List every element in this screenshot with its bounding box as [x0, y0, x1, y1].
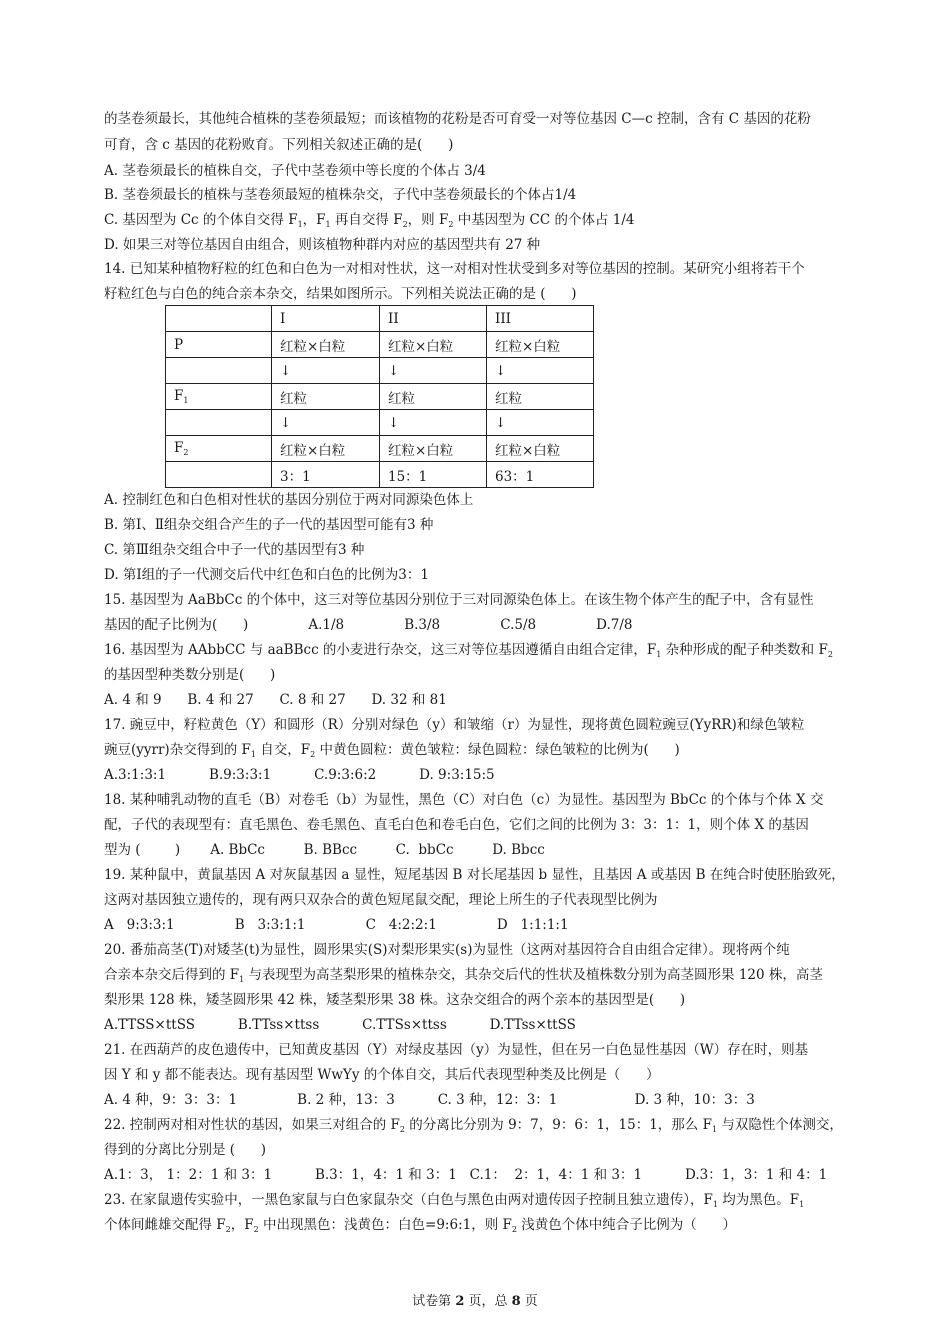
q14-option-c: C. 第Ⅲ组杂交组合中子一代的基因型有3 种: [104, 542, 365, 558]
down-arrow-icon: ↓: [380, 410, 487, 436]
q18-line1: 18. 某种哺乳动物的直毛（B）对卷毛（b）为显性，黑色（C）对白色（c）为显性。基因型为 BbCc 的个体与个体 X 交: [104, 792, 824, 808]
table-row-ratio: [166, 462, 594, 488]
down-arrow-icon: ↓: [272, 358, 380, 384]
q17-line2: 豌豆(yyrr)杂交得到的 $F_1$ 自交，$F_2$ 中黄色圆粒：黄色皱粒：绿色圆粒：绿色皱粒的比例为( ): [104, 742, 680, 759]
q19-options: A 9:3:3:1 B 3:3:1:1 C 4:2:2:1 D 1:1:1:1: [104, 917, 569, 933]
q20-options: A.TTSS×ttSS B.TTss×ttss C.TTSs×ttss D.TTss×ttSS: [104, 1017, 576, 1033]
table-cell: 红粒: [272, 384, 380, 410]
table-cell: 红粒×白粒: [272, 436, 380, 462]
table-cell: [166, 462, 272, 488]
q15-line2: 基因的配子比例为( ) A.1/8 B.3/8 C.5/8 D.7/8: [104, 617, 633, 633]
q23-line1: 23. 在家鼠遗传实验中，一黑色家鼠与白色家鼠杂交（白色与黑色由两对遗传因子控制且独立遗传），$F_1$ 均为黑色。$F_1$: [104, 1192, 805, 1209]
q14-line2: 籽粒红色与白色的纯合亲本杂交，结果如图所示。下列相关说法正确的是 ( ): [104, 286, 577, 302]
q14-option-d: D. 第Ⅰ组的子一代测交后代中红色和白色的比例为3：1: [104, 567, 429, 583]
table-cell: II: [380, 306, 487, 332]
table-cell: [166, 306, 272, 332]
q23-line2: 个体间雌雄交配得 $F_2$，$F_2$ 中出现黑色：浅黄色：白色=9:6:1，则 $F_2$ 浅黄色个体中纯合子比例为（ ）: [104, 1217, 736, 1234]
q17-options: A.3:1:3:1 B.9:3:3:1 C.9:3:6:2 D. 9:3:15:5: [104, 767, 495, 783]
q13-option-c: C. 基因型为 Cc 的个体自交得 $F_1$，$F_1$ 再自交得 $F_2$，则 $F_2$ 中基因型为 CC 的个体占 1/4: [104, 212, 635, 229]
q16-line2: 的基因型种类数分别是( ): [104, 667, 276, 683]
q13-line1: 的茎卷须最长，其他纯合植株的茎卷须最短；而该植物的花粉是否可育受一对等位基因 C—c 控制，含有 C 基因的花粉: [104, 111, 811, 127]
table-cell: 红粒×白粒: [380, 436, 487, 462]
q15-line1: 15. 基因型为 AaBbCc 的个体中，这三对等位基因分别位于三对同源染色体上。在该生物个体产生的配子中，含有显性: [104, 592, 814, 608]
q14-line1: 14. 已知某种植物籽粒的红色和白色为一对相对性状，这一对相对性状受到多对等位基因的控制。某研究小组将若干个: [104, 261, 805, 277]
q21-line2: 因 Y 和 y 都不能表达。现有基因型 WwYy 的个体自交，其后代表现型种类及比例是（ ）: [104, 1067, 660, 1083]
down-arrow-icon: ↓: [272, 410, 380, 436]
table-cell: P: [166, 332, 272, 358]
table-header-row: [166, 306, 594, 332]
q14-option-a: A. 控制红色和白色相对性状的基因分别位于两对同源染色体上: [104, 492, 474, 508]
q20-line3: 梨形果 128 株，矮茎圆形果 42 株，矮茎梨形果 38 株。这杂交组合的两个亲本的基因型是( ): [104, 992, 686, 1008]
q13-option-d: D. 如果三对等位基因自由组合，则该植物种群内对应的基因型共有 27 种: [104, 237, 541, 253]
q21-options: A. 4 种，9：3：3：1 B. 2 种，13：3 C. 3 种，12：3：1 D. 3 种，10：3：3: [104, 1092, 755, 1108]
table-cell: 63：1: [487, 462, 594, 488]
q16-line1: 16. 基因型为 AAbbCC 与 aaBBcc 的小麦进行杂交，这三对等位基因遵循自由组合定律，$F_1$ 杂种形成的配子种类数和 $F_2$: [104, 642, 833, 659]
table-cell: [166, 410, 272, 436]
q21-line1: 21. 在西葫芦的皮色遗传中，已知黄皮基因（Y）对绿皮基因（y）为显性，但在另一白色显性基因（W）存在时，则基: [104, 1042, 809, 1058]
table-cell: I: [272, 306, 380, 332]
page-footer: 试卷第 2 页，总 8 页: [412, 1294, 538, 1309]
table-cell: III: [487, 306, 594, 332]
table-cell-f1-label: $F_1$: [166, 384, 272, 410]
table-cell: 红粒×白粒: [487, 332, 594, 358]
q18-line2: 配，子代的表现型有：直毛黑色、卷毛黑色、直毛白色和卷毛白色，它们之间的比例为 3：3：1：1，则个体 X 的基因: [104, 817, 809, 833]
table-cell: 红粒: [380, 384, 487, 410]
q13-option-b: B. 茎卷须最长的植株与茎卷须最短的植株杂交，子代中茎卷须最长的个体占1/4: [104, 187, 577, 203]
q20-line2: 合亲本杂交后得到的 $F_1$ 与表现型为高茎梨形果的植株杂交，其杂交后代的性状及植株数分别为高茎圆形果 120 株，高茎: [104, 967, 823, 984]
q22-options: A.1：3， 1：2：1 和 3：1 B.3：1，4：1 和 3：1 C.1： 2：1，4：1 和 3：1 D.3：1，3：1 和 4：1: [104, 1167, 828, 1183]
down-arrow-icon: ↓: [487, 410, 594, 436]
q17-line1: 17. 豌豆中，籽粒黄色（Y）和圆形（R）分别对绿色（y）和皱缩（r）为显性，现将黄色圆粒豌豆(YyRR)和绿色皱粒: [104, 717, 805, 733]
table-row-p: [166, 332, 594, 358]
q20-line1: 20. 番茄高茎(T)对矮茎(t)为显性，圆形果实(S)对梨形果实(s)为显性（这两对基因符合自由组合定律）。现将两个纯: [104, 942, 790, 958]
current-page-number: 2: [455, 1294, 465, 1309]
table-cell: 红粒×白粒: [272, 332, 380, 358]
table-cell: 红粒×白粒: [380, 332, 487, 358]
q13-option-a: A. 茎卷须最长的植株自交，子代中茎卷须中等长度的个体占 3/4: [104, 163, 486, 179]
table-cell: 红粒×白粒: [487, 436, 594, 462]
down-arrow-icon: ↓: [380, 358, 487, 384]
table-row-arrow: [166, 410, 594, 436]
q18-line3: 型为 ( ) A. BbCc B. BBcc C. bbCc D. Bbcc: [104, 842, 545, 858]
q22-line1: 22. 控制两对相对性状的基因，如果三对组合的 $F_2$ 的分离比分别为 9：7，9：6：1，15：1，那么 $F_1$ 与双隐性个体测交，: [104, 1117, 843, 1134]
table-row-f2: [166, 436, 594, 462]
table-cell: 15：1: [380, 462, 487, 488]
q19-line2: 这两对基因独立遗传的，现有两只双杂合的黄色短尾鼠交配，理论上所生的子代表现型比例为: [104, 892, 658, 908]
cross-result-table: [165, 305, 594, 488]
table-cell: [166, 358, 272, 384]
q14-option-b: B. 第Ⅰ、Ⅱ组杂交组合产生的子一代的基因型可能有3 种: [104, 517, 434, 533]
table-cell-f2-label: $F_2$: [166, 436, 272, 462]
q13-line2: 可育，含 c 基因的花粉败育。下列相关叙述正确的是( ): [104, 137, 454, 153]
q16-options: A. 4 和 9 B. 4 和 27 C. 8 和 27 D. 32 和 81: [104, 692, 447, 708]
total-page-number: 8: [511, 1294, 521, 1309]
table-cell: 红粒: [487, 384, 594, 410]
q19-line1: 19. 某种鼠中，黄鼠基因 A 对灰鼠基因 a 显性，短尾基因 B 对长尾基因 b 显性，且基因 A 或基因 B 在纯合时使胚胎致死，: [104, 867, 845, 883]
table-row-arrow: [166, 358, 594, 384]
table-cell: 3：1: [272, 462, 380, 488]
down-arrow-icon: ↓: [487, 358, 594, 384]
table-row-f1: [166, 384, 594, 410]
q22-line2: 得到的分离比分别是 ( ): [104, 1142, 267, 1158]
